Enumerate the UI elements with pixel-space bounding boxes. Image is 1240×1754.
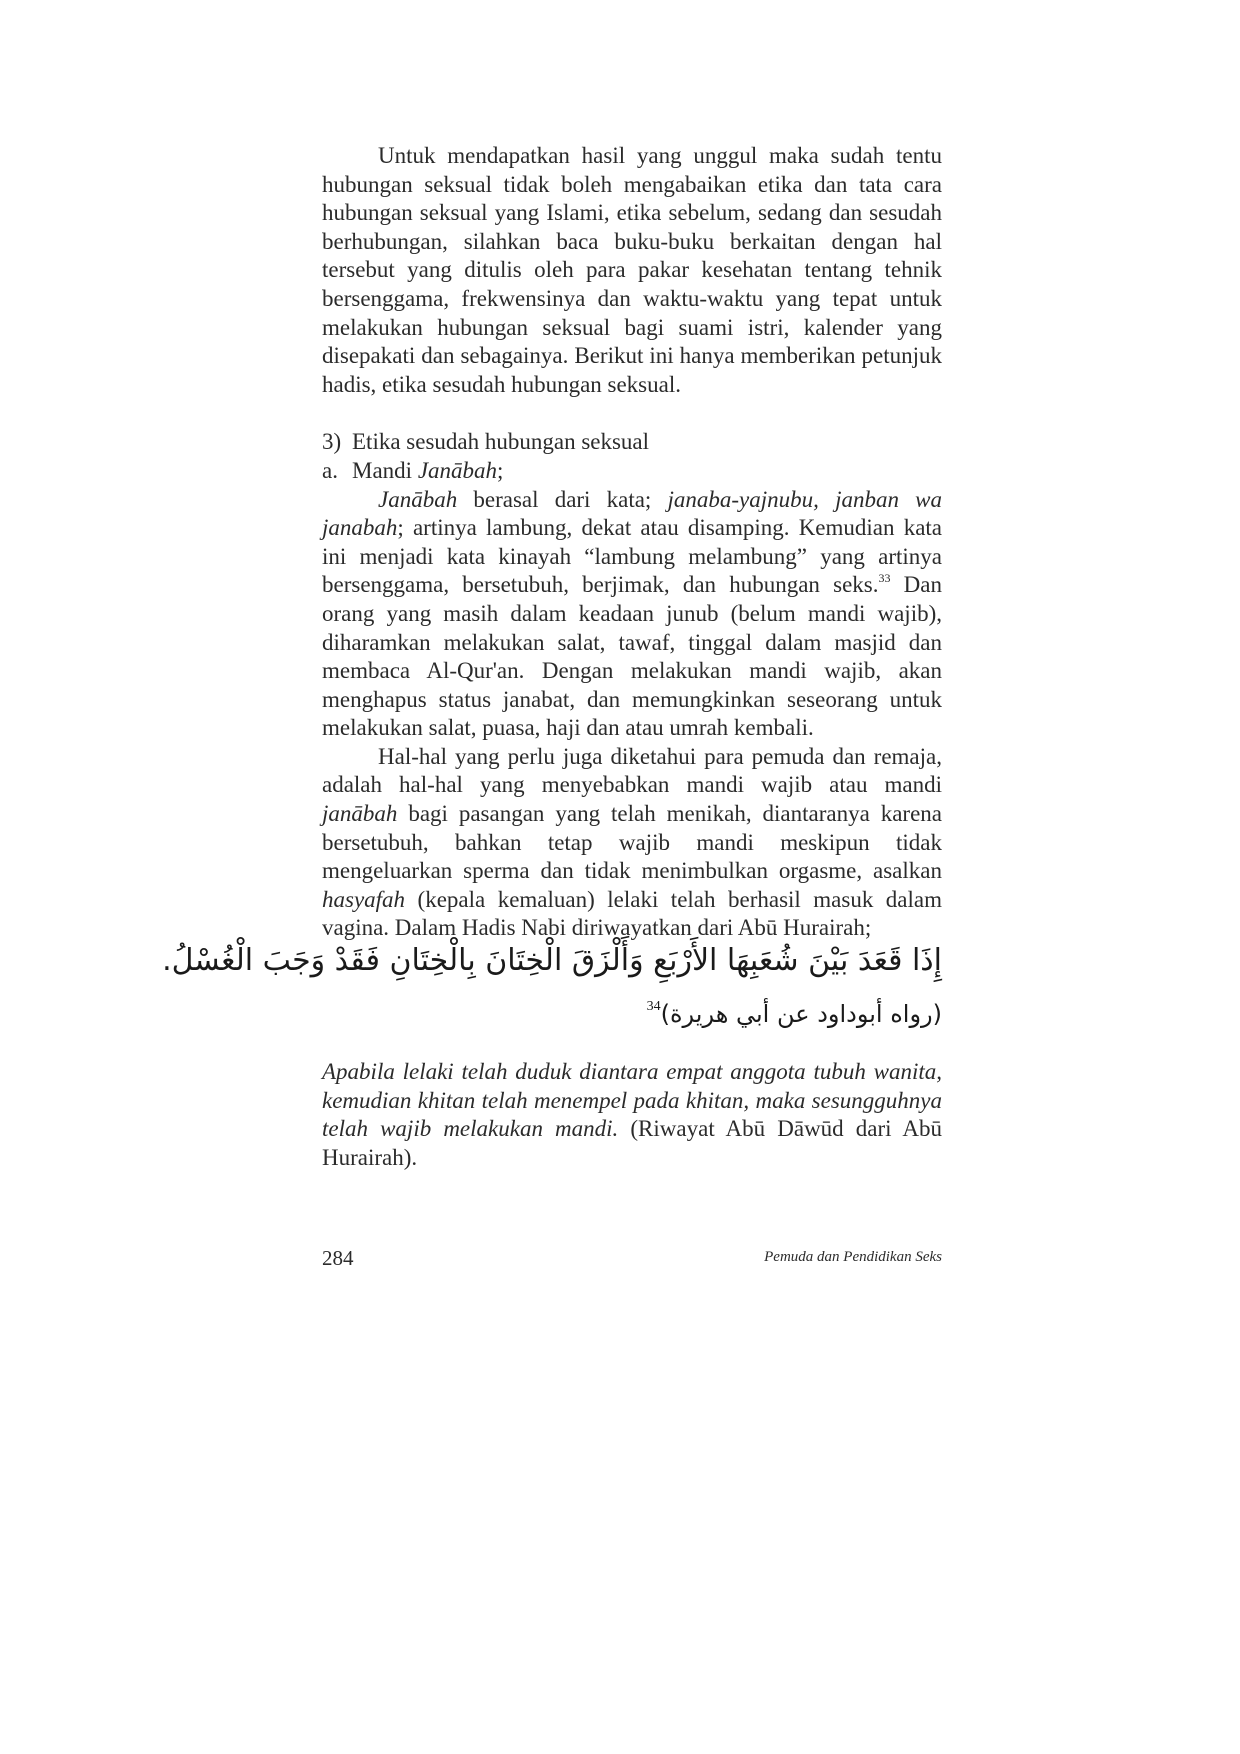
janabah-text-3: Dan orang yang masih dalam keadaan junub (belum mandi wajib), diharamkan melakukan salat, tawaf, tinggal dalam masjid dan membaca Al-Qur'an. Dengan melakukan mandi wajib, akan menghapus status janabat, dan memungkinkan seseorang untuk melakukan salat, puasa, haji dan atau umrah kembali. bbox=[322, 572, 942, 741]
paragraph-intro-text: Untuk mendapatkan hasil yang unggul maka sudah tentu hubungan seksual tidak boleh mengabaikan etika dan tata cara hubungan seksual yang Islami, etika sebelum, sedang dan sesudah berhubungan, silahkan baca buku-buku berkaitan dengan hal tersebut yang ditulis oleh para pakar kesehatan tentang tehnik bersenggama, frekwensinya dan waktu-waktu yang tepat untuk melakukan hubungan seksual bagi suami istri, kalender yang disepakati dan sebagainya. Berikut ini hanya memberikan petunjuk hadis, etika sesudah hubungan seksual. bbox=[322, 143, 942, 397]
section-heading bbox=[322, 428, 942, 457]
paragraph-spacer bbox=[322, 399, 942, 428]
hal-hal-term-1: janābah bbox=[322, 801, 398, 827]
hadith-reference bbox=[322, 996, 942, 1032]
footnote-ref-34[interactable]: 34 bbox=[646, 999, 661, 1014]
section-title: Etika sesudah hubungan seksual bbox=[352, 429, 650, 455]
janabah-text-2: ; artinya lambung, dekat atau disamping. Kemudian kata ini menjadi kata kinayah “lambung melambung” yang artinya bersenggama, bersetubuh, berjimak, dan hubungan seks. bbox=[322, 515, 942, 598]
main-text-block bbox=[322, 142, 942, 943]
page-number: 284 bbox=[322, 1246, 354, 1270]
paragraph-hal-hal bbox=[322, 743, 942, 943]
subsection-letter: a. bbox=[322, 457, 338, 483]
paragraph-janabah bbox=[322, 486, 942, 743]
hadith-translation bbox=[322, 1058, 942, 1172]
subsection-title-end: ; bbox=[497, 457, 504, 483]
janabah-roots: janaba-yajnubu, janban wa janabah bbox=[322, 486, 942, 541]
hadith-arabic: إِذَا قَعَدَ بَيْنَ شُعَبِهَا الأَرْبَعِ وَأَلْزَقَ الْخِتَانَ بِالْخِتَانِ فَقَدْ وَجَبَ الْغُسْلُ. bbox=[162, 943, 942, 978]
subsection-title-plain: Mandi bbox=[352, 457, 413, 483]
section-number: 3) bbox=[322, 429, 342, 455]
subsection-title-italic: Janābah bbox=[417, 457, 498, 483]
hal-hal-text-1: Hal-hal yang perlu juga diketahui para pemuda dan remaja, adalah hal-hal yang menyebabkan mandi wajib atau mandi bbox=[322, 743, 942, 798]
hal-hal-text-2: bagi pasangan yang telah menikah, diantaranya karena bersetubuh, bahkan tetap wajib mandi meskipun tidak mengeluarkan sperma dan tidak menimbulkan orgasme, asalkan bbox=[322, 801, 942, 884]
footnote-ref-33[interactable]: 33 bbox=[878, 571, 891, 586]
hal-hal-term-2: hasyafah bbox=[322, 886, 406, 912]
hadith-translation-italic: Apabila lelaki telah duduk diantara empat anggota tubuh wanita, kemudian khitan telah menempel pada khitan, maka sesungguhnya telah wajib melakukan mandi. bbox=[322, 1059, 942, 1142]
hadith-reference-open: ( bbox=[932, 1000, 942, 1028]
hal-hal-text-3: (kepala kemaluan) lelaki telah berhasil masuk dalam vagina. Dalam Hadis Nabi diriwayatkan dari Abū Hurairah; bbox=[322, 886, 942, 941]
running-title: Pemuda dan Pendidikan Seks bbox=[764, 1249, 942, 1265]
hadith-reference-close: ) bbox=[660, 1000, 670, 1028]
subsection-heading bbox=[322, 457, 942, 486]
hadith-reference-text: رواه أبوداود عن أبي هريرة bbox=[669, 1000, 933, 1028]
janabah-term: Janābah bbox=[378, 486, 458, 512]
hadith-translation-source: (Riwayat Abū Dāwūd dari Abū Hurairah). bbox=[322, 1116, 942, 1170]
page-footer bbox=[322, 1246, 942, 1276]
janabah-text-1: berasal dari kata; bbox=[457, 486, 668, 512]
paragraph-intro bbox=[322, 142, 942, 399]
